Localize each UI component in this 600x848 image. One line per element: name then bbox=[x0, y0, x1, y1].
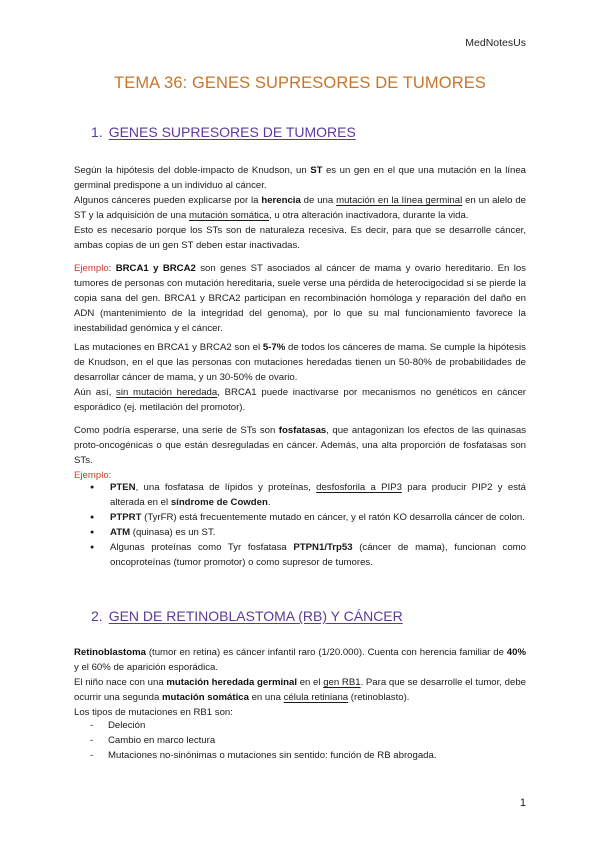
paragraph-retinoblastoma: Retinoblastoma (tumor en retina) es cáncer infantil raro (1/20.000). Cuenta con herencia familiar de 40% y el 60% de aparición esporádica. El niño nace con una mutación heredada germinal en el gen RB1. Para que se desarrolle el tumor, debe ocurrir una segunda mutación somática en una célula retiniana (retinoblasto). Los tipos de mutaciones en RB1 son: bbox=[74, 647, 526, 718]
mutation-types-list bbox=[74, 718, 526, 763]
section-title: GENES SUPRESORES DE TUMORES bbox=[108, 124, 356, 140]
paragraph-brca-mutations: Las mutaciones en BRCA1 y BRCA2 son el 5-7% de todos los cánceres de mama. Se cumple la hipótesis de Knudson, en el que las personas con mutaciones heredadas tienen un 50-80% de probabilidades de desarrollar cáncer de mama, y un 30-50% de ovario. Aún así, sin mutación heredada, BRCA1 puede inactivarse por mecanismos no genéticos en cáncer esporádico (ej. metilación del promotor). bbox=[74, 342, 526, 413]
brand-name: MedNotesUs bbox=[465, 37, 526, 49]
list-item: ● ATM (quinasa) es un ST. bbox=[74, 525, 526, 540]
list-item: - Cambio en marco lectura bbox=[74, 733, 526, 748]
example-label: Ejemplo bbox=[74, 263, 109, 274]
section-number: 1. bbox=[91, 124, 103, 140]
page-number: 1 bbox=[519, 797, 526, 809]
example-label: Ejemplo bbox=[74, 470, 109, 481]
section-1-heading bbox=[91, 124, 356, 140]
section-number: 2. bbox=[91, 608, 103, 624]
paragraph-phosphatases: Como podría esperarse, una serie de STs son fosfatasas, que antagonizan los efectos de las quinasas proto-oncogénicas o que están desreguladas en cáncer. Además, una alta proporción de fosfatasas son STs. Ejemplo: bbox=[74, 425, 526, 481]
paragraph-brca-example: Ejemplo: BRCA1 y BRCA2 son genes ST asociados al cáncer de mama y ovario hereditario. En los tumores de personas con mutación hereditaria, suele verse una pérdida de heterocigocidad si se pierde la copia sana del gen. BRCA1 y BRCA2 participan en recombinación homóloga y reparación del daño en ADN (mantenimiento de la integridad del genoma), por lo que su mal funcionamiento favorece la inestabilidad genómica y el cáncer. bbox=[74, 263, 526, 334]
list-item: ● PTEN, una fosfatasa de lípidos y proteínas, desfosforila a PIP3 para producir PIP2 y está alterada en el síndrome de Cowden. bbox=[74, 480, 526, 510]
list-item: ● Algunas proteínas como Tyr fosfatasa PTPN1/Trp53 (cáncer de mama), funcionan como oncoproteínas (tumor promotor) o como supresor de tumores. bbox=[74, 540, 526, 570]
section-title: GEN DE RETINOBLASTOMA (RB) Y CÁNCER bbox=[108, 608, 403, 624]
list-item: - Mutaciones no-sinónimas o mutaciones sin sentido: función de RB abrogada. bbox=[74, 748, 526, 763]
phosphatase-examples-list bbox=[74, 480, 526, 570]
list-item: ● PTPRT (TyrFR) está frecuentemente mutado en cáncer, y el ratón KO desarrolla cáncer de colon. bbox=[74, 510, 526, 525]
section-2-heading bbox=[91, 608, 403, 624]
paragraph-knudson: Según la hipótesis del doble-impacto de Knudson, un ST es un gen en el que una mutación en la línea germinal predispone a un individuo al cáncer. Algunos cánceres pueden explicarse por la herencia de una mutación en la línea germinal en un alelo de ST y la adquisición de una mutación somática, u otra alteración inactivadora, durante la vida. Esto es necesario porque los STs son de naturaleza recesiva. Es decir, para que se desarrolle cáncer, ambas copias de un gen ST deben estar inactivadas. bbox=[74, 165, 527, 251]
list-item: - Deleción bbox=[74, 718, 526, 733]
page-title: TEMA 36: GENES SUPRESORES DE TUMORES bbox=[114, 74, 486, 92]
